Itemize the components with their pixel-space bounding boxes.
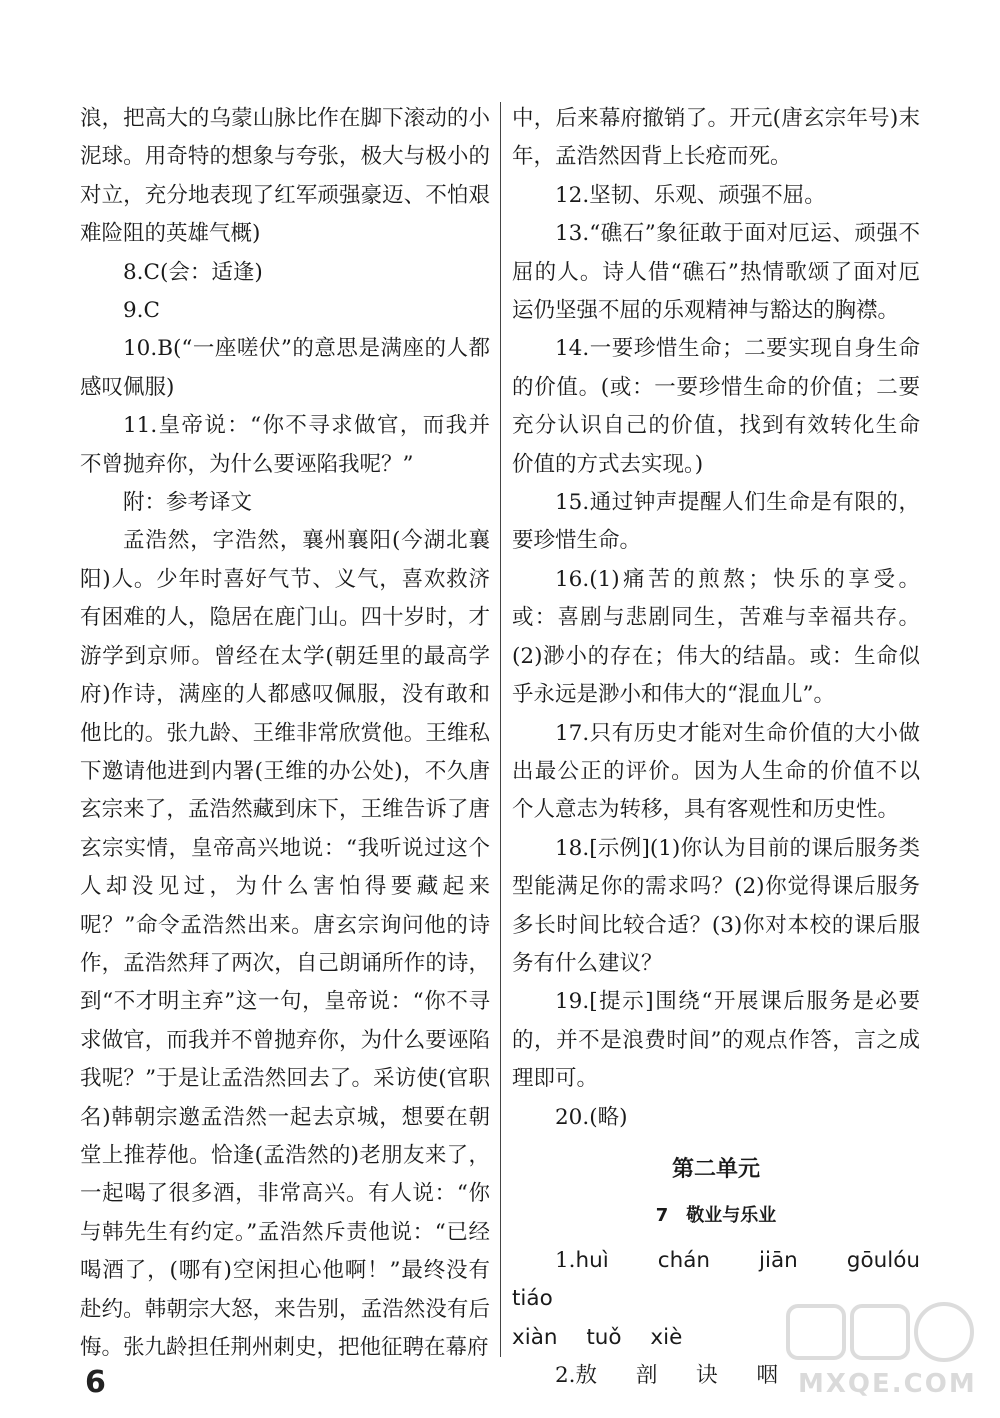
reference-translation: 孟浩然，字浩然，襄州襄阳(今湖北襄阳)人。少年时喜好气节、义气，喜欢救济有困难的人，隐居在鹿门山。四十岁时，才游学到京师。曾经在太学(朝廷里的最高学府)作诗，满座的人都感叹佩服，没有敢和他比的。张九龄、王维非常欣赏他。王维私下邀请他进到内署(王维的办公处)，不久唐玄宗来了，孟浩然藏到床下，王维告诉了唐玄宗实情，皇帝高兴地说：“我听说过这个人却没见过，为什么害怕得要藏起来呢？”命令孟浩然出来。唐玄宗询问他的诗作，孟浩然拜了两次，自己朗诵所作的诗，到“不才明主弃”这一句，皇帝说：“你不寻求做官，而我并不曾抛弃你，为什么要诬陷我呢？”于是让孟浩然回去了。采访使(官职名)韩朝宗邀孟浩然一起去京城，想要在朝堂上推荐他。恰逢(孟浩然的)老朋友来了，一起喝了很多酒，非常高兴。有人说：“你与韩先生有约定。”孟浩然斥责他说：“已经喝酒了，(哪有)空闲担心他啊！”最终没有赴约。韩朝宗大怒，来告别，孟浩然没有后悔。张九龄担任荆州刺史，把他征聘在幕府 (80, 528, 490, 1360)
question-1-label: 1. (555, 1247, 576, 1273)
answer-20: 20.(略) (555, 1104, 628, 1130)
svg-text:MXQE.COM: MXQE.COM (798, 1369, 977, 1399)
answer-10: 10.B(“一座嗟伏”的意思是满座的人都感叹佩服) (80, 336, 490, 400)
page-number: 6 (85, 1365, 106, 1400)
right-column (512, 100, 920, 1395)
answer-18: 18.[示例](1)你认为目前的课后服务类型能满足你的需求吗？(2)你觉得课后服务多长时间比较合适？(3)你对本校的课后服务有什么建议？ (512, 835, 920, 976)
unit-title: 第二单元 (671, 1156, 760, 1182)
watermark-logo (780, 1300, 980, 1400)
translation-continued: 中，后来幕府撤销了。开元(唐玄宗年号)末年，孟浩然因背上长疮而死。 (512, 106, 920, 170)
appendix-label: 附：参考译文 (123, 490, 253, 516)
left-column (80, 100, 490, 1367)
answer-13: 13.“礁石”象征敢于面对厄运、顽强不屈的人。诗人借“礁石”热情歌颂了面对厄运仍坚强不屈的乐观精神与豁达的胸襟。 (512, 221, 920, 324)
answer-16: 16.(1)痛苦的煎熬；快乐的享受。或：喜剧与悲剧同生，苦难与幸福共存。(2)渺小的存在；伟大的结晶。或：生命似乎永远是渺小和伟大的“混血儿”。 (512, 566, 920, 708)
column-divider (500, 102, 501, 1357)
answer-8: 8.C(会：适逢) (123, 259, 263, 285)
answer-17: 17.只有历史才能对生命价值的大小做出最公正的评价。因为人生命的价值不以个人意志为转移，具有客观性和历史性。 (512, 720, 920, 823)
answer-14: 14.一要珍惜生命；二要实现自身生命的价值。(或：一要珍惜生命的价值；二要充分认识自己的价值，找到有效转化生命价值的方式去实现。) (512, 336, 920, 477)
question-2-label: 2. (555, 1363, 576, 1388)
answer-15: 15.通过钟声提醒人们生命是有限的，要珍惜生命。 (512, 490, 920, 554)
answer-11: 11.皇帝说：“你不寻求做官，而我并不曾抛弃你，为什么要诬陷我呢？” (80, 413, 490, 477)
lesson-title: 7 敬业与乐业 (655, 1205, 777, 1227)
continued-answer: 浪，把高大的乌蒙山脉比作在脚下滚动的小泥球。用奇特的想象与夸张，极大与极小的对立，充分地表现了红军顽强豪迈、不怕艰难险阻的英雄气概) (80, 106, 490, 247)
answer-19: 19.[提示]围绕“开展课后服务是必要的，并不是浪费时间”的观点作答，言之成理即可。 (512, 989, 920, 1092)
answer-9: 9.C (123, 298, 160, 324)
pinyin-line-2: xiàn tuǒ xiè (512, 1324, 683, 1350)
pinyin-line-1: huì chán jiān gōulóu tiáo (512, 1247, 920, 1312)
question-2-characters: 敖 剖 诀 咽 (575, 1363, 795, 1388)
answer-12: 12.坚韧、乐观、顽强不屈。 (555, 182, 826, 208)
